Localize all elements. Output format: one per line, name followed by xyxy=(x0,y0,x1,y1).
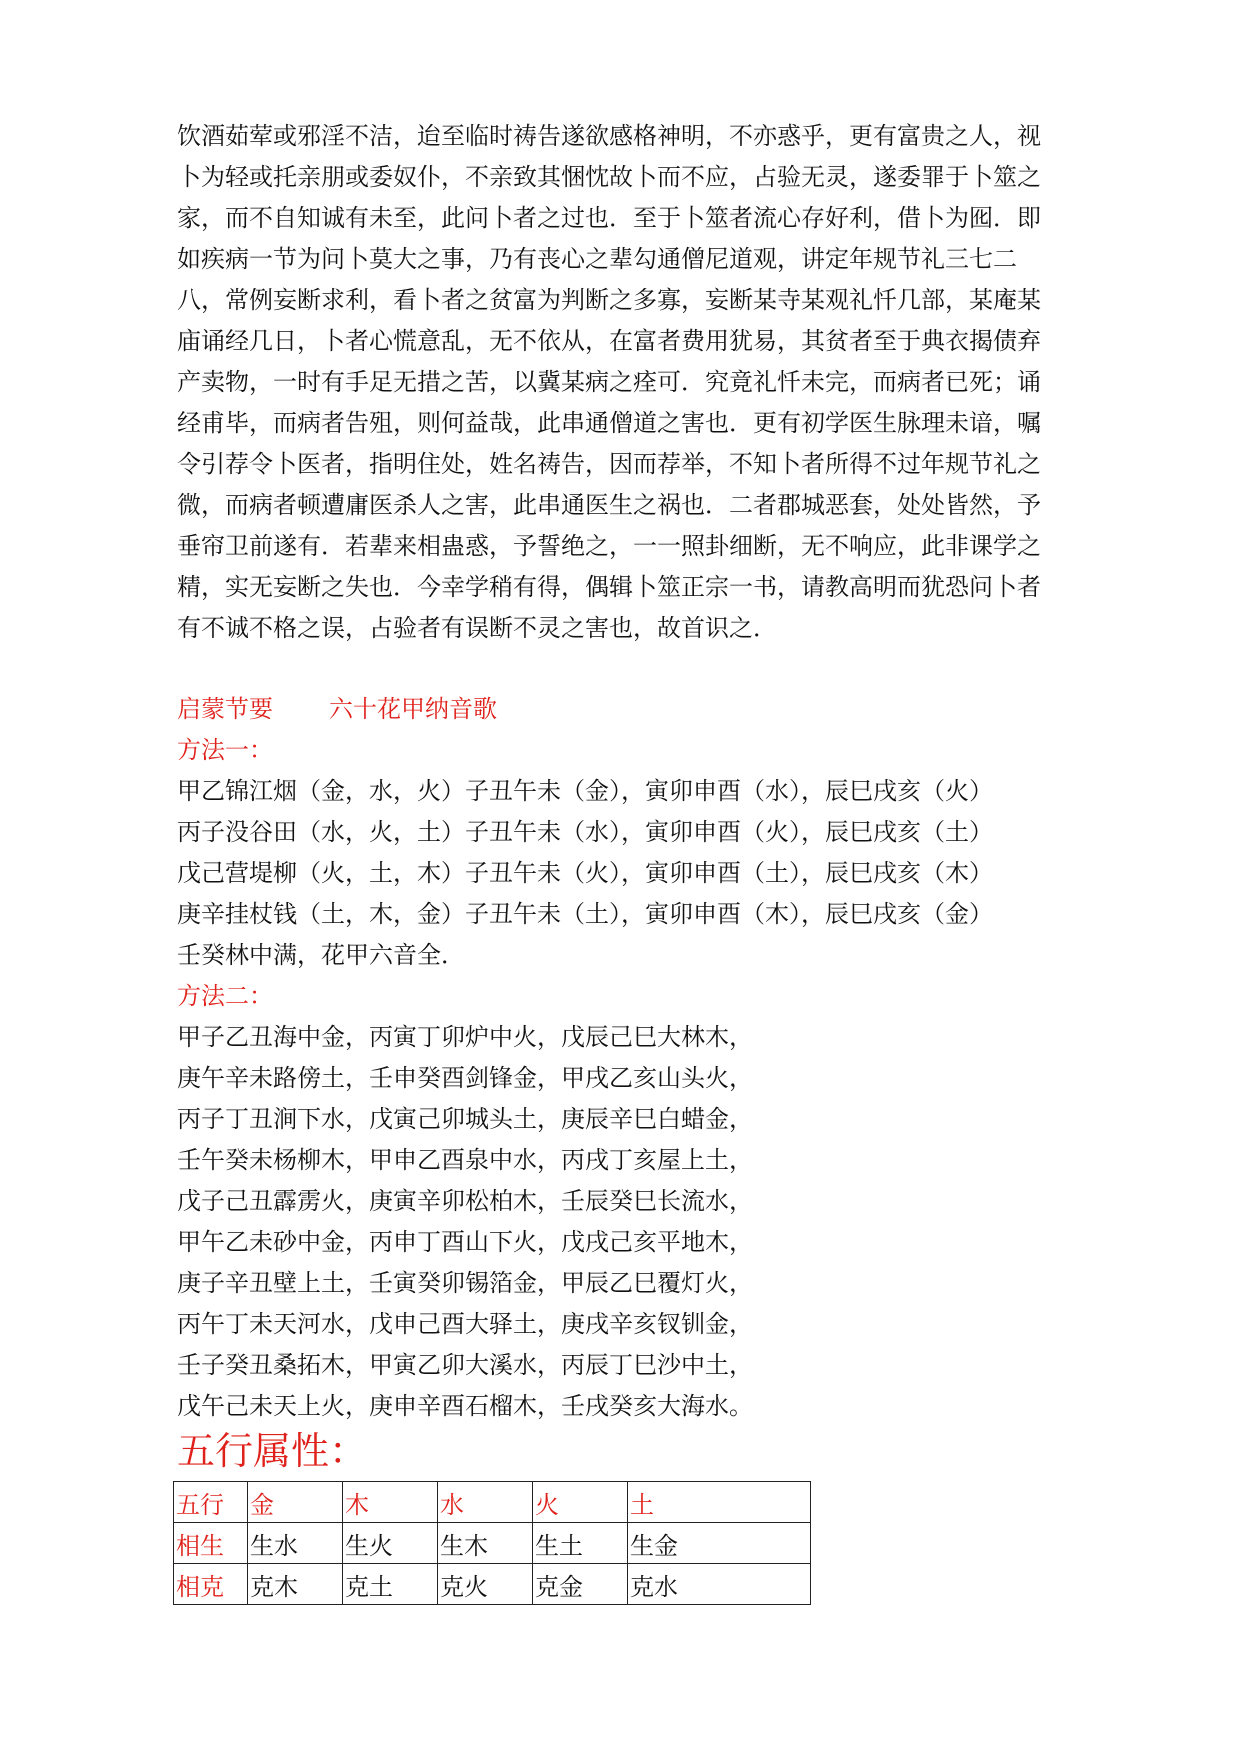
row-label: 相生 xyxy=(174,1523,248,1564)
paragraph-line: 产卖物，一时有手足无措之苦，以冀某病之痊可．究竟礼忏未完，而病者已死；诵 xyxy=(177,368,1041,396)
intro-paragraph xyxy=(177,116,1077,649)
method2-list xyxy=(177,1017,1077,1427)
paragraph-line: 卜为轻或托亲朋或委奴仆，不亲致其悃忱故卜而不应，占验无灵，遂委罪于卜筮之 xyxy=(177,163,1041,191)
table-header-row xyxy=(174,1482,811,1523)
method2-line: 庚午辛未路傍土，壬申癸酉剑锋金，甲戌乙亥山头火， xyxy=(177,1064,753,1092)
table-cell: 克金 xyxy=(533,1564,628,1605)
method2-line: 甲子乙丑海中金，丙寅丁卯炉中火，戊辰己巳大林木， xyxy=(177,1023,753,1051)
section-subtitle: 六十花甲纳音歌 xyxy=(329,695,497,723)
table-cell: 生金 xyxy=(628,1523,811,1564)
table-header-cell: 木 xyxy=(343,1482,438,1523)
table-cell: 生水 xyxy=(248,1523,343,1564)
document-page xyxy=(177,116,1077,1605)
table-header-cell: 土 xyxy=(628,1482,811,1523)
paragraph-line: 如疾病一节为问卜莫大之事，乃有丧心之辈勾通僧尼道观，讲定年规节礼三七二 xyxy=(177,245,1017,273)
table-cell: 生土 xyxy=(533,1523,628,1564)
section-title: 启蒙节要 xyxy=(177,695,273,723)
table-cell: 生火 xyxy=(343,1523,438,1564)
paragraph-line: 家，而不自知诚有未至，此问卜者之过也．至于卜筮者流心存好利，借卜为囮．即 xyxy=(177,204,1041,232)
method2-line: 庚子辛丑壁上土，壬寅癸卯锡箔金，甲辰乙巳覆灯火， xyxy=(177,1269,753,1297)
row-label: 相克 xyxy=(174,1564,248,1605)
paragraph-line: 精，实无妄断之失也．今幸学稍有得，偶辑卜筮正宗一书，请教高明而犹恐问卜者 xyxy=(177,573,1041,601)
table-cell: 克木 xyxy=(248,1564,343,1605)
paragraph-line: 微，而病者顿遭庸医杀人之害，此串通医生之祸也．二者郡城恶套，处处皆然，予 xyxy=(177,491,1041,519)
wuxing-table xyxy=(173,1481,811,1605)
table-row xyxy=(174,1564,811,1605)
method2-line: 戊午己未天上火，庚申辛酉石榴木，壬戌癸亥大海水。 xyxy=(177,1392,753,1420)
method1-line: 戊己营堤柳（火，土，木）子丑午未（火），寅卯申酉（土），辰巳戌亥（木） xyxy=(177,859,993,887)
method2-line: 丙子丁丑涧下水，戊寅己卯城头土，庚辰辛巳白蜡金， xyxy=(177,1105,753,1133)
method1-line: 丙子没谷田（水，火，土）子丑午未（水），寅卯申酉（火），辰巳戌亥（土） xyxy=(177,818,993,846)
method1-line: 甲乙锦江烟（金，水，火）子丑午未（金），寅卯申酉（水），辰巳戌亥（火） xyxy=(177,777,993,805)
table-cell: 克水 xyxy=(628,1564,811,1605)
method1-line: 壬癸林中满，花甲六音全． xyxy=(177,941,465,969)
table-header-cell: 水 xyxy=(438,1482,533,1523)
paragraph-line: 垂帘卫前遂有．若辈来相蛊惑，予誓绝之，一一照卦细断，无不响应，此非课学之 xyxy=(177,532,1041,560)
paragraph-line: 经甫毕，而病者告殂，则何益哉，此串通僧道之害也．更有初学医生脉理未谙，嘱 xyxy=(177,409,1041,437)
paragraph-line: 饮酒茹荤或邪淫不洁，迨至临时祷告遂欲感格神明，不亦惑乎，更有富贵之人，视 xyxy=(177,122,1041,150)
section-heading xyxy=(177,689,1077,730)
method2-line: 壬子癸丑桑拓木，甲寅乙卯大溪水，丙辰丁巳沙中土， xyxy=(177,1351,753,1379)
method1-line: 庚辛挂杖钱（土，木，金）子丑午未（土），寅卯申酉（木），辰巳戌亥（金） xyxy=(177,900,993,928)
table-header-cell: 金 xyxy=(248,1482,343,1523)
paragraph-line: 令引荐令卜医者，指明住处，姓名祷告，因而荐举，不知卜者所得不过年规节礼之 xyxy=(177,450,1041,478)
method2-line: 戊子己丑霹雳火，庚寅辛卯松柏木，壬辰癸巳长流水， xyxy=(177,1187,753,1215)
table-header-cell: 五行 xyxy=(174,1482,248,1523)
method2-line: 甲午乙未砂中金，丙申丁酉山下火，戊戌己亥平地木， xyxy=(177,1228,753,1256)
method1-list xyxy=(177,771,1077,976)
table-cell: 克土 xyxy=(343,1564,438,1605)
method2-line: 丙午丁未天河水，戊申己酉大驿土，庚戌辛亥钗钏金， xyxy=(177,1310,753,1338)
method2-line: 壬午癸未杨柳木，甲申乙酉泉中水，丙戌丁亥屋上土， xyxy=(177,1146,753,1174)
table-header-cell: 火 xyxy=(533,1482,628,1523)
paragraph-line: 庙诵经几日，卜者心慌意乱，无不依从，在富者费用犹易，其贫者至于典衣揭债弃 xyxy=(177,327,1041,355)
method2-label: 方法二： xyxy=(177,982,273,1010)
paragraph-line: 八，常例妄断求利，看卜者之贫富为判断之多寡，妄断某寺某观礼忏几部，某庵某 xyxy=(177,286,1041,314)
table-cell: 克火 xyxy=(438,1564,533,1605)
method1-label: 方法一： xyxy=(177,736,273,764)
wuxing-title: 五行属性： xyxy=(177,1429,368,1473)
paragraph-line: 有不诚不格之误，占验者有误断不灵之害也，故首识之． xyxy=(177,614,777,642)
table-row xyxy=(174,1523,811,1564)
table-cell: 生木 xyxy=(438,1523,533,1564)
